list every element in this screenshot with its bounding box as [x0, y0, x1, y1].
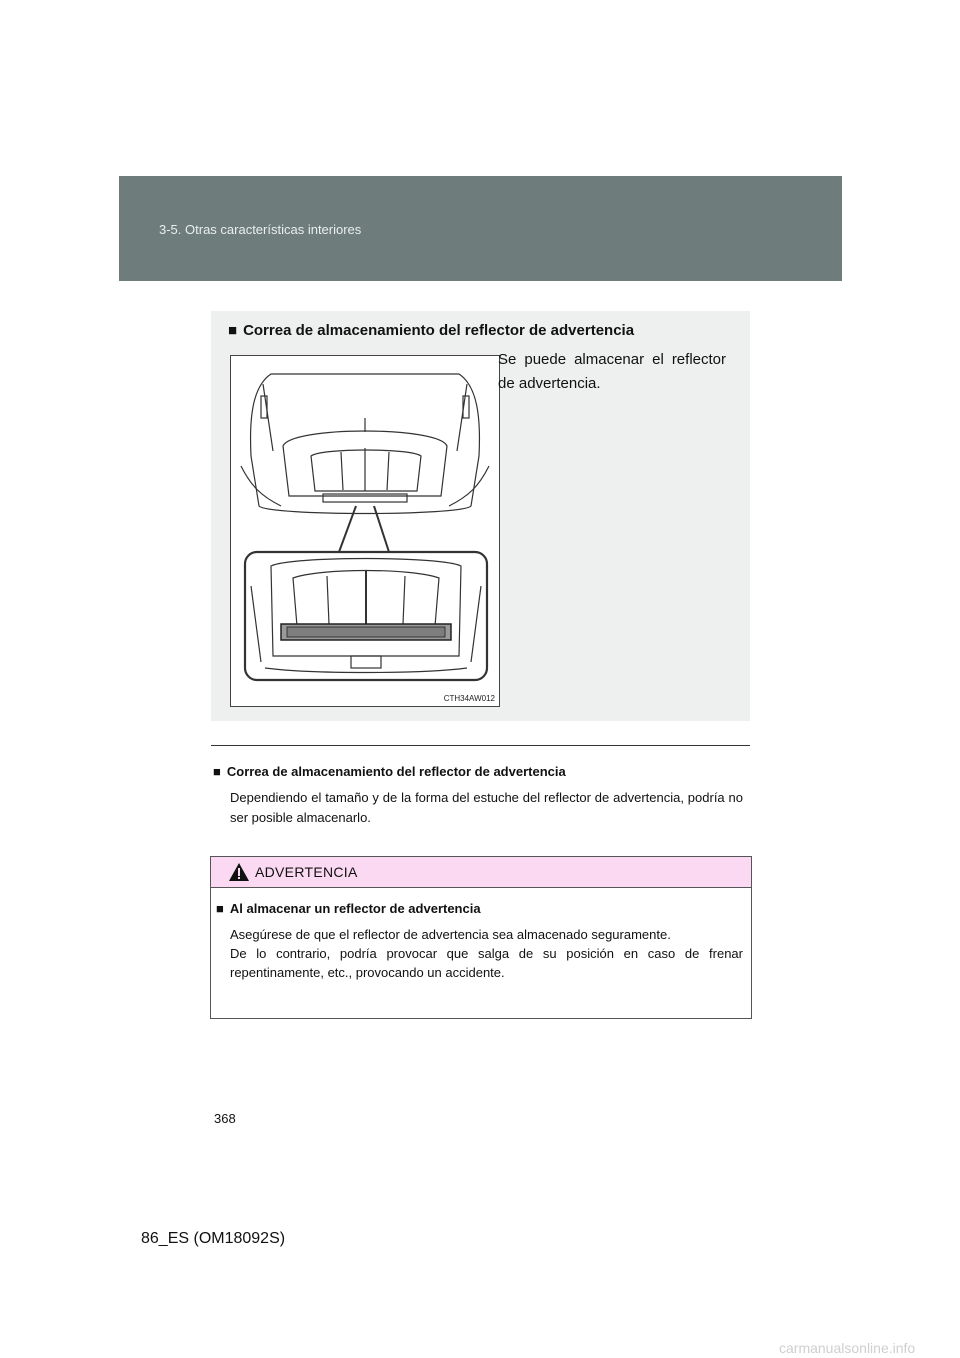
watermark: carmanualsonline.info: [779, 1340, 916, 1356]
section-title: 3-5. Otras características interiores: [159, 222, 362, 237]
illustration-code: CTH34AW012: [443, 694, 495, 703]
warning-subtitle: [216, 901, 481, 916]
square-bullet-icon: ■: [213, 764, 221, 779]
warning-triangle-icon: [228, 862, 250, 882]
document-code: 86_ES (OM18092S): [141, 1230, 286, 1247]
warning-paragraph-2: De lo contrario, podría provocar que salga de su posición en caso de frenar repentinamente, etc., provocando un accidente.: [230, 946, 743, 980]
feature-panel: [211, 311, 750, 721]
trunk-illustration: [230, 355, 500, 707]
warning-subtitle-text: Al almacenar un reflector de advertencia: [229, 901, 481, 916]
warning-paragraph-1: Asegúrese de que el reflector de advertencia sea almacenado seguramente.: [230, 927, 671, 942]
warning-header: [211, 857, 751, 888]
feature-title: [228, 322, 634, 339]
note-body: Dependiendo el tamaño y de la forma del estuche del reflector de advertencia, podría no ser posible almacenarlo.: [230, 790, 743, 825]
note-title-text: Correa de almacenamiento del reflector de advertencia: [226, 764, 566, 779]
note-title: [213, 764, 566, 779]
chapter-header-band: [119, 176, 842, 281]
square-bullet-icon: ■: [216, 901, 224, 916]
page-number: 368: [214, 1111, 236, 1126]
warning-box: [210, 856, 752, 1019]
feature-description: Se puede almacenar el reflector de advertencia.: [498, 351, 726, 392]
warning-label: ADVERTENCIA: [255, 864, 358, 880]
warning-body: [230, 925, 743, 982]
square-bullet-icon: ■: [228, 322, 238, 339]
feature-title-text: Correa de almacenamiento del reflector de advertencia: [243, 322, 635, 339]
trunk-drawing: [231, 356, 499, 706]
section-divider: [211, 745, 750, 746]
